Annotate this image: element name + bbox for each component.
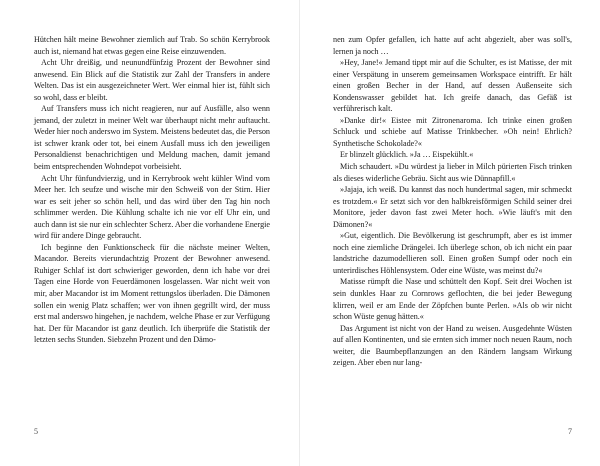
paragraph: Hütchen hält meine Bewohner ziemlich auf Trab. So schön Kerrybrook auch ist, niemand hat etwas gegen eine Reise einzuwenden. xyxy=(34,35,270,56)
paragraph: Er blinzelt glücklich. »Ja … Eispekühlt.« xyxy=(340,150,474,160)
paragraph: »Jajaja, ich weiß. Du kannst das noch hundertmal sagen, mir schmeckt es trotzdem.« Er setzt sich vor den halbkreisförmigen Schild seiner drei Monitore, jeder davon fast zwei Meter hoch. »Wie läuft's mit den Dämonen?« xyxy=(333,185,572,229)
paragraph: »Danke dir!« Eistee mit Zitronenaroma. Ich trinke einen großen Schluck und schiebe auf Matisse Trinkbecher. »Oh nein! Ehrlich? Synthetische Schokolade?« xyxy=(333,115,572,148)
page-number-right: 7 xyxy=(568,427,572,436)
paragraph: Auf Transfers muss ich nicht reagieren, nur auf Ausfälle, also wenn jemand, der zuletzt in meiner Welt war überhaupt nicht mehr auftaucht. Weder hier noch anderswo im System. Meistens bedeutet das, die Person ist schwer krank oder tot, bei einem Ausfall muss ich den jeweiligen Personaldienst benachrichtigen und Meldung machen, damit jemand beim entsprechenden Wohndepot vorbeisieht. xyxy=(34,104,270,172)
right-page xyxy=(300,0,600,466)
paragraph: »Gut, eigentlich. Die Bevölkerung ist geschrumpft, aber es ist immer noch eine ziemliche Drängelei. Ich überlege schon, ob ich nicht ein paar landstriche dazumodellieren soll. Einen großen Sumpf oder noch ein unterirdisches Höhlensystem. Oder eine Wüste, was meinst du?« xyxy=(333,231,572,275)
paragraph: Acht Uhr dreißig, und neunundfünfzig Prozent der Bewohner sind anwesend. Ein Blick auf die Statistik zur Zahl der Transfers in andere Welten. Das ist ein ausgezeichneter Wert. Wer einmal hier ist, fühlt sich so wohl, dass er bleibt. xyxy=(34,58,270,102)
paragraph: Das Argument ist nicht von der Hand zu weisen. Ausgedehnte Wüsten auf allen Kontinenten, und sie ernten sich immer noch neuen Raum, noch weiter, die Baumbepflanzungen an den Rändern langsam Wirkung zeigen. Aber eben nur lang- xyxy=(333,323,572,368)
paragraph: Matisse rümpft die Nase und schüttelt den Kopf. Seit drei Wochen ist sein dunkles Haar zu Cornrows geflochten, die bei jeder Bewegung klirren, weil er am Ende der Zöpfchen bunte Perlen. »Als ob wir nicht schon Wüste genug hätten.« xyxy=(333,277,572,322)
page-number-left: 5 xyxy=(34,427,38,436)
paragraph: Ich beginne den Funktionscheck für die nächste meiner Welten, Macandor. Bereits vierundachtzig Prozent der Bewohner anwesend. Ruhiger Schlaf ist dort schwieriger geworden, denn ich habe vor drei Tagen eine Horde von Feuerdämonen losgelassen. War nicht weit von mir, aber Macandor ist im Moment rettungslos überladen. Die Dämonen sollen ein wenig Platz schaffen; wer von ihnen gegrillt wird, der muss erst mal anderswo hingehen, je nachdem, welche Phase er zur Verfügung hat. Der für Macandor ist ganz deutlich. Ich überprüfe die Statistik der letzten sechs Stunden. Siebzehn Prozent und den Dämo- xyxy=(34,242,270,345)
left-page-text xyxy=(34,34,270,346)
paragraph: nen zum Opfer gefallen, ich hatte auf acht abgezielt, aber was soll's, lernen ja noch … xyxy=(333,35,572,56)
right-page-text xyxy=(333,34,572,369)
paragraph: »Hey, Jane!« Jemand tippt mir auf die Schulter, es ist Matisse, der mit einer Verspätung in unserem gemeinsamen Workspace eintrifft. Er hält einen großen Becher in der Hand, auf dessen Außenseite sich Kondenswasser gebildet hat. Ich greife danach, das Gefäß ist verführerisch kalt. xyxy=(333,58,572,114)
paragraph: Mich schaudert. »Du würdest ja lieber in Milch pürierten Fisch trinken als dieses widerliche Gebräu. Sicht aus wie Dünnapfill.« xyxy=(333,162,572,183)
paragraph: Acht Uhr fünfundvierzig, und in Kerrybrook weht kühler Wind vom Meer her. Ich seufze und wische mir den Schweiß von der Stirn. Hier war es seit jeher so schön hell, und das wird über den Tag hin noch schlimmer werden. Die Kühlung schalte ich nie vor elf Uhr ein, und auch dann ist sie nur ein schlechter Scherz. Aber die vorhandene Energie wird für andere Dinge gebraucht. xyxy=(34,173,270,241)
